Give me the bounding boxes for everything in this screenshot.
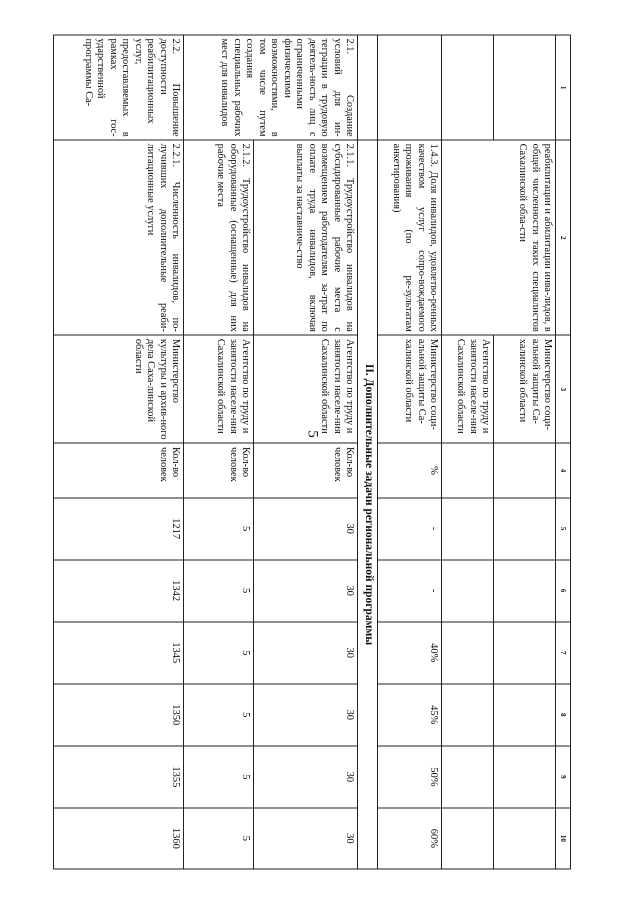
col-header: 8 xyxy=(556,684,571,746)
value-cell xyxy=(494,560,556,622)
indicators-table xyxy=(53,35,571,870)
value-cell xyxy=(494,808,556,869)
value-cell xyxy=(442,684,494,746)
page-number: 5 xyxy=(304,430,321,438)
value-cell xyxy=(442,808,494,869)
value-cell: 45% xyxy=(378,684,442,746)
col-header: 7 xyxy=(556,622,571,684)
value-cell: 1342 xyxy=(54,560,184,622)
value-cell xyxy=(494,498,556,560)
value-cell: 1360 xyxy=(54,808,184,869)
col-header: 5 xyxy=(556,498,571,560)
value-cell: 30 xyxy=(254,560,358,622)
value-cell: 60% xyxy=(378,808,442,869)
indicator-cell: 2.2.1. Численность инвалидов, по-лучивших дополнительные реаби-литационные услуги xyxy=(54,140,184,335)
header-row xyxy=(556,35,571,869)
unit-cell: Кол-во человек xyxy=(184,443,254,497)
value-cell: - xyxy=(378,560,442,622)
value-cell: 5 xyxy=(184,498,254,560)
value-cell: 30 xyxy=(254,498,358,560)
table-row xyxy=(494,35,556,869)
value-cell: 5 xyxy=(184,560,254,622)
value-cell: 5 xyxy=(184,746,254,808)
agency-cell: Министерство соци-альной защиты Са-халинской области xyxy=(494,335,556,443)
indicator-cell: реабилитации и абилитации инва-лидов, в общей численности таких специалистов Сахалинской обла-сти xyxy=(442,140,556,335)
table-row xyxy=(378,35,442,869)
value-cell xyxy=(442,498,494,560)
indicator-cell: 1.4.3. Доля инвалидов, удовлетво-ренных качеством услуг сопро-вождаемого проживания (по ре-зультатам анкетирования) xyxy=(378,140,442,335)
value-cell: 50% xyxy=(378,746,442,808)
rotated-table-container xyxy=(53,35,571,870)
table-row xyxy=(254,35,358,869)
value-cell: 1350 xyxy=(54,684,184,746)
agency-cell: Агентство по труду и занятости населе-ния Сахалинской области xyxy=(442,335,494,443)
value-cell: 5 xyxy=(184,622,254,684)
section-spacer xyxy=(358,35,378,140)
col-header: 9 xyxy=(556,746,571,808)
agency-cell: Министерство соци-альной защиты Са-халинской области xyxy=(378,335,442,443)
col-header: 4 xyxy=(556,443,571,497)
indicator-cell: 2.1.2. Трудоустройство инвалидов на оборудованные (оснащенные) для них рабочие места xyxy=(184,140,254,335)
value-cell: 30 xyxy=(254,746,358,808)
col-header: 3 xyxy=(556,335,571,443)
table-row xyxy=(54,35,184,869)
value-cell: - xyxy=(378,498,442,560)
unit-cell: Кол-во человек xyxy=(254,443,358,497)
indicator-cell: 2.1.1. Трудоустройство инвалидов на субсидированные рабочие места с возмещением работодателям за-трат по оплате труда инвалидов, включая выплаты за наставниче-ство xyxy=(254,140,358,335)
goal-cell-empty xyxy=(442,35,494,140)
goal-cell-empty xyxy=(494,35,556,140)
value-cell xyxy=(442,622,494,684)
agency-cell: Агентство по труду и занятости населе-ния Сахалинской области xyxy=(184,335,254,443)
value-cell: 5 xyxy=(184,684,254,746)
section-title: II. Дополнительные задачи региональной программы xyxy=(358,140,378,869)
value-cell xyxy=(442,746,494,808)
value-cell: 30 xyxy=(254,684,358,746)
value-cell: 30 xyxy=(254,808,358,869)
value-cell: 30 xyxy=(254,622,358,684)
value-cell xyxy=(494,746,556,808)
value-cell xyxy=(494,684,556,746)
value-cell: 1345 xyxy=(54,622,184,684)
unit-cell: Кол-во человек xyxy=(54,443,184,497)
value-cell: 1217 xyxy=(54,498,184,560)
goal-cell-empty xyxy=(378,35,442,140)
unit-cell xyxy=(494,443,556,497)
unit-cell xyxy=(442,443,494,497)
goal-cell: 2.1. Создание условий для ин-теграции в трудовую деятель-ность лиц с ограниченными физическими возможностями, в том числе путем создания специальных рабочих мест для инвалидов xyxy=(184,35,358,140)
col-header: 6 xyxy=(556,560,571,622)
unit-cell: % xyxy=(378,443,442,497)
value-cell: 40% xyxy=(378,622,442,684)
col-header: 10 xyxy=(556,808,571,869)
col-header: 1 xyxy=(556,35,571,140)
agency-cell: Агентство по труду и занятости населе-ния Сахалинской области xyxy=(254,335,358,443)
value-cell: 1355 xyxy=(54,746,184,808)
col-header: 2 xyxy=(556,140,571,335)
value-cell xyxy=(442,560,494,622)
table-row xyxy=(184,35,254,869)
value-cell: 5 xyxy=(184,808,254,869)
value-cell xyxy=(494,622,556,684)
agency-cell: Министерство культуры и архив-ного дела Саха-линской области xyxy=(54,335,184,443)
goal-cell: 2.2. Повышение доступности реабилитационных услуг, предоставляемых в рамках гос-ударственной программы Са- xyxy=(54,35,184,140)
section-row xyxy=(358,35,378,869)
